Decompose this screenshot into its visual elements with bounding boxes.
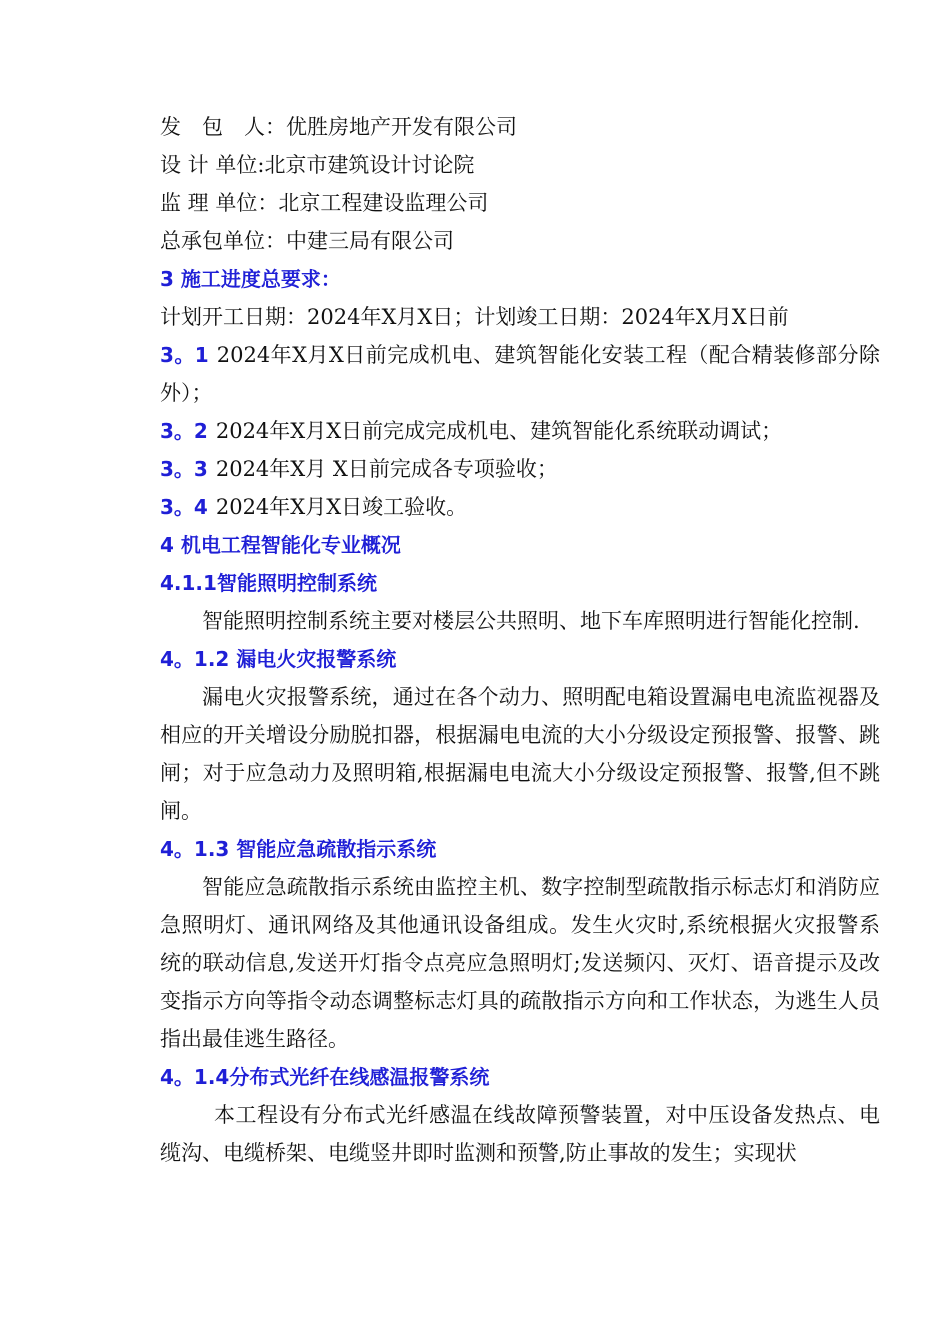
subsection-heading: 4。1.3 智能应急疏散指示系统 (160, 837, 437, 861)
schedule-item-number: 3。4 (160, 495, 208, 519)
schedule-item-text: 2024年X月 X日前完成各专项验收； (215, 457, 558, 481)
schedule-item (160, 488, 880, 526)
schedule-dates: 计划开工日期：2024年X月X日；计划竣工日期：2024年X月X日前 (160, 305, 789, 329)
party-designer-line (160, 146, 880, 184)
subsection-heading: 4.1.1智能照明控制系统 (160, 571, 377, 595)
document-content (160, 108, 880, 1172)
party-label: 监 理 单位： (160, 191, 279, 215)
subsection-body: 智能照明控制系统主要对楼层公共照明、地下车库照明进行智能化控制. (202, 609, 860, 633)
schedule-item-number: 3。3 (160, 457, 208, 481)
party-value: 中建三局有限公司 (286, 229, 454, 253)
party-general-contractor-line (160, 222, 880, 260)
subsection-heading: 4。1.4分布式光纤在线感温报警系统 (160, 1065, 490, 1089)
party-label: 发 包 人： (160, 115, 286, 139)
party-value: 北京工程建设监理公司 (278, 191, 489, 215)
schedule-item-number: 3。2 (160, 419, 208, 443)
schedule-item-text: 2024年X月X日前完成完成机电、建筑智能化系统联动调试； (215, 419, 783, 443)
party-value: 北京市建筑设计讨论院 (264, 153, 475, 177)
subsection-body: 漏电火灾报警系统，通过在各个动力、照明配电箱设置漏电电流监视器及相应的开关增设分励脱扣器，根据漏电电流的大小分级设定预报警、报警、跳闸；对于应急动力及照明箱,根据漏电电流大小分级设定预报警、报警,但不跳闸。 (160, 685, 880, 823)
schedule-item-text: 2024年X月X日前完成机电、建筑智能化安装工程（配合精装修部分除外）； (160, 343, 880, 405)
schedule-item-number: 3。1 (160, 343, 209, 367)
party-label: 设 计 单位: (160, 153, 265, 177)
party-label: 总承包单位： (160, 229, 286, 253)
subsection-heading: 4。1.2 漏电火灾报警系统 (160, 647, 397, 671)
schedule-item (160, 450, 880, 488)
party-supervisor-line (160, 184, 880, 222)
schedule-item (160, 412, 880, 450)
subsection-body: 智能应急疏散指示系统由监控主机、数字控制型疏散指示标志灯和消防应急照明灯、通讯网络及其他通讯设备组成。发生火灾时,系统根据火灾报警系统的联动信息,发送开灯指令点亮应急照明灯;发送频闪、灭灯、语音提示及改变指示方向等指令动态调整标志灯具的疏散指示方向和工作状态，为逃生人员指出最佳逃生路径。 (160, 875, 880, 1051)
section-3-heading: 3 施工进度总要求： (160, 267, 341, 291)
subsection-body: 本工程设有分布式光纤感温在线故障预警装置，对中压设备发热点、电缆沟、电缆桥架、电缆竖井即时监测和预警,防止事故的发生；实现状 (160, 1103, 880, 1165)
schedule-item-text: 2024年X月X日竣工验收。 (215, 495, 468, 519)
section-4-heading: 4 机电工程智能化专业概况 (160, 533, 401, 557)
schedule-item (160, 336, 880, 412)
party-contractor-line (160, 108, 880, 146)
party-value: 优胜房地产开发有限公司 (286, 115, 517, 139)
